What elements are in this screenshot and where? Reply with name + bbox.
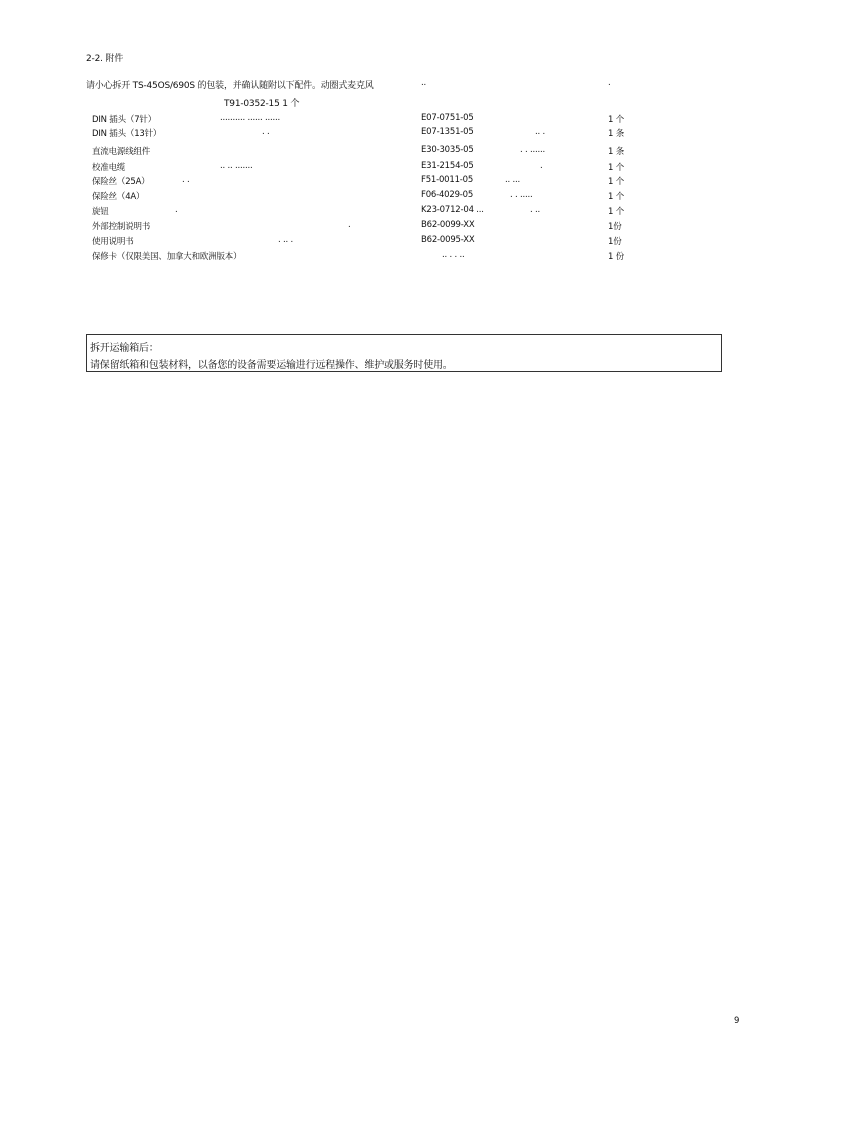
item-qty: 1 个 [608, 192, 625, 202]
item-name: DIN 插头（7针） [92, 115, 157, 125]
intro-text: 请小心拆开 TS-45OS/690S 的包装，并确认随附以下配件。动圈式麦克风 [86, 81, 374, 91]
item-qty: 1 份 [608, 252, 625, 262]
item-qty: 1 个 [608, 177, 625, 187]
intro-dots-a: .. [421, 78, 427, 88]
item-name: 保险丝（25A） [92, 177, 150, 187]
item-qty: 1 条 [608, 129, 625, 139]
item-code: E07-0751-05 [421, 113, 474, 123]
item-code: F51-0011-05 [421, 175, 474, 185]
unpacking-notice-box [86, 334, 722, 372]
page-number: 9 [734, 1016, 740, 1026]
item-qty: 1份 [608, 237, 622, 247]
microphone-part-line: T91-0352-15 1 个 [224, 99, 300, 109]
item-qty: 1 个 [608, 163, 625, 173]
item-code: E30-3035-05 [421, 145, 474, 155]
item-code: E07-1351-05 [421, 127, 474, 137]
item-code: B62-0099-XX [421, 220, 475, 230]
item-name: 外部控制说明书 [92, 222, 151, 232]
item-filler: .......... ...... ...... [220, 113, 281, 123]
item-qty: 1 个 [608, 115, 625, 125]
item-filler: . .. . [278, 235, 294, 245]
item-name: 使用说明书 [92, 237, 134, 247]
item-code-extra: .. ... [505, 175, 521, 185]
item-code-extra: . . ..... [510, 190, 533, 200]
item-qty: 1 个 [608, 207, 625, 217]
item-qty: 1 条 [608, 147, 625, 157]
item-name: DIN 插头（13针） [92, 129, 162, 139]
notice-body: 请保留纸箱和包装材料，以备您的设备需要运输进行远程操作、维护或服务时使用。 [90, 360, 453, 371]
item-filler: . [348, 220, 351, 230]
item-name: 校准电缆 [92, 163, 126, 173]
item-code-extra: .. . . .. [442, 250, 465, 260]
item-code: B62-0095-XX [421, 235, 475, 245]
notice-title: 拆开运输箱后： [90, 343, 159, 354]
item-filler: .. .. ....... [220, 161, 253, 171]
item-filler: . . [182, 175, 190, 185]
item-code-extra: . [540, 161, 543, 171]
item-code-extra: . .. [530, 205, 541, 215]
item-name: 旋钮 [92, 207, 109, 217]
item-code-extra: .. . [535, 127, 546, 137]
item-filler: . [175, 205, 178, 215]
item-name: 保修卡（仅限美国、加拿大和欧洲版本） [92, 252, 242, 262]
intro-dots-b: . [608, 78, 611, 88]
item-code-extra: . . ...... [520, 145, 546, 155]
item-name: 保险丝（4A） [92, 192, 145, 202]
section-heading: 2-2. 附件 [86, 54, 124, 64]
item-code: E31-2154-05 [421, 161, 474, 171]
item-filler: . . [262, 127, 270, 137]
item-name: 直流电源线组件 [92, 147, 151, 157]
item-code: F06-4029-05 [421, 190, 474, 200]
item-code: K23-0712-04 ... [421, 205, 484, 215]
item-qty: 1份 [608, 222, 622, 232]
